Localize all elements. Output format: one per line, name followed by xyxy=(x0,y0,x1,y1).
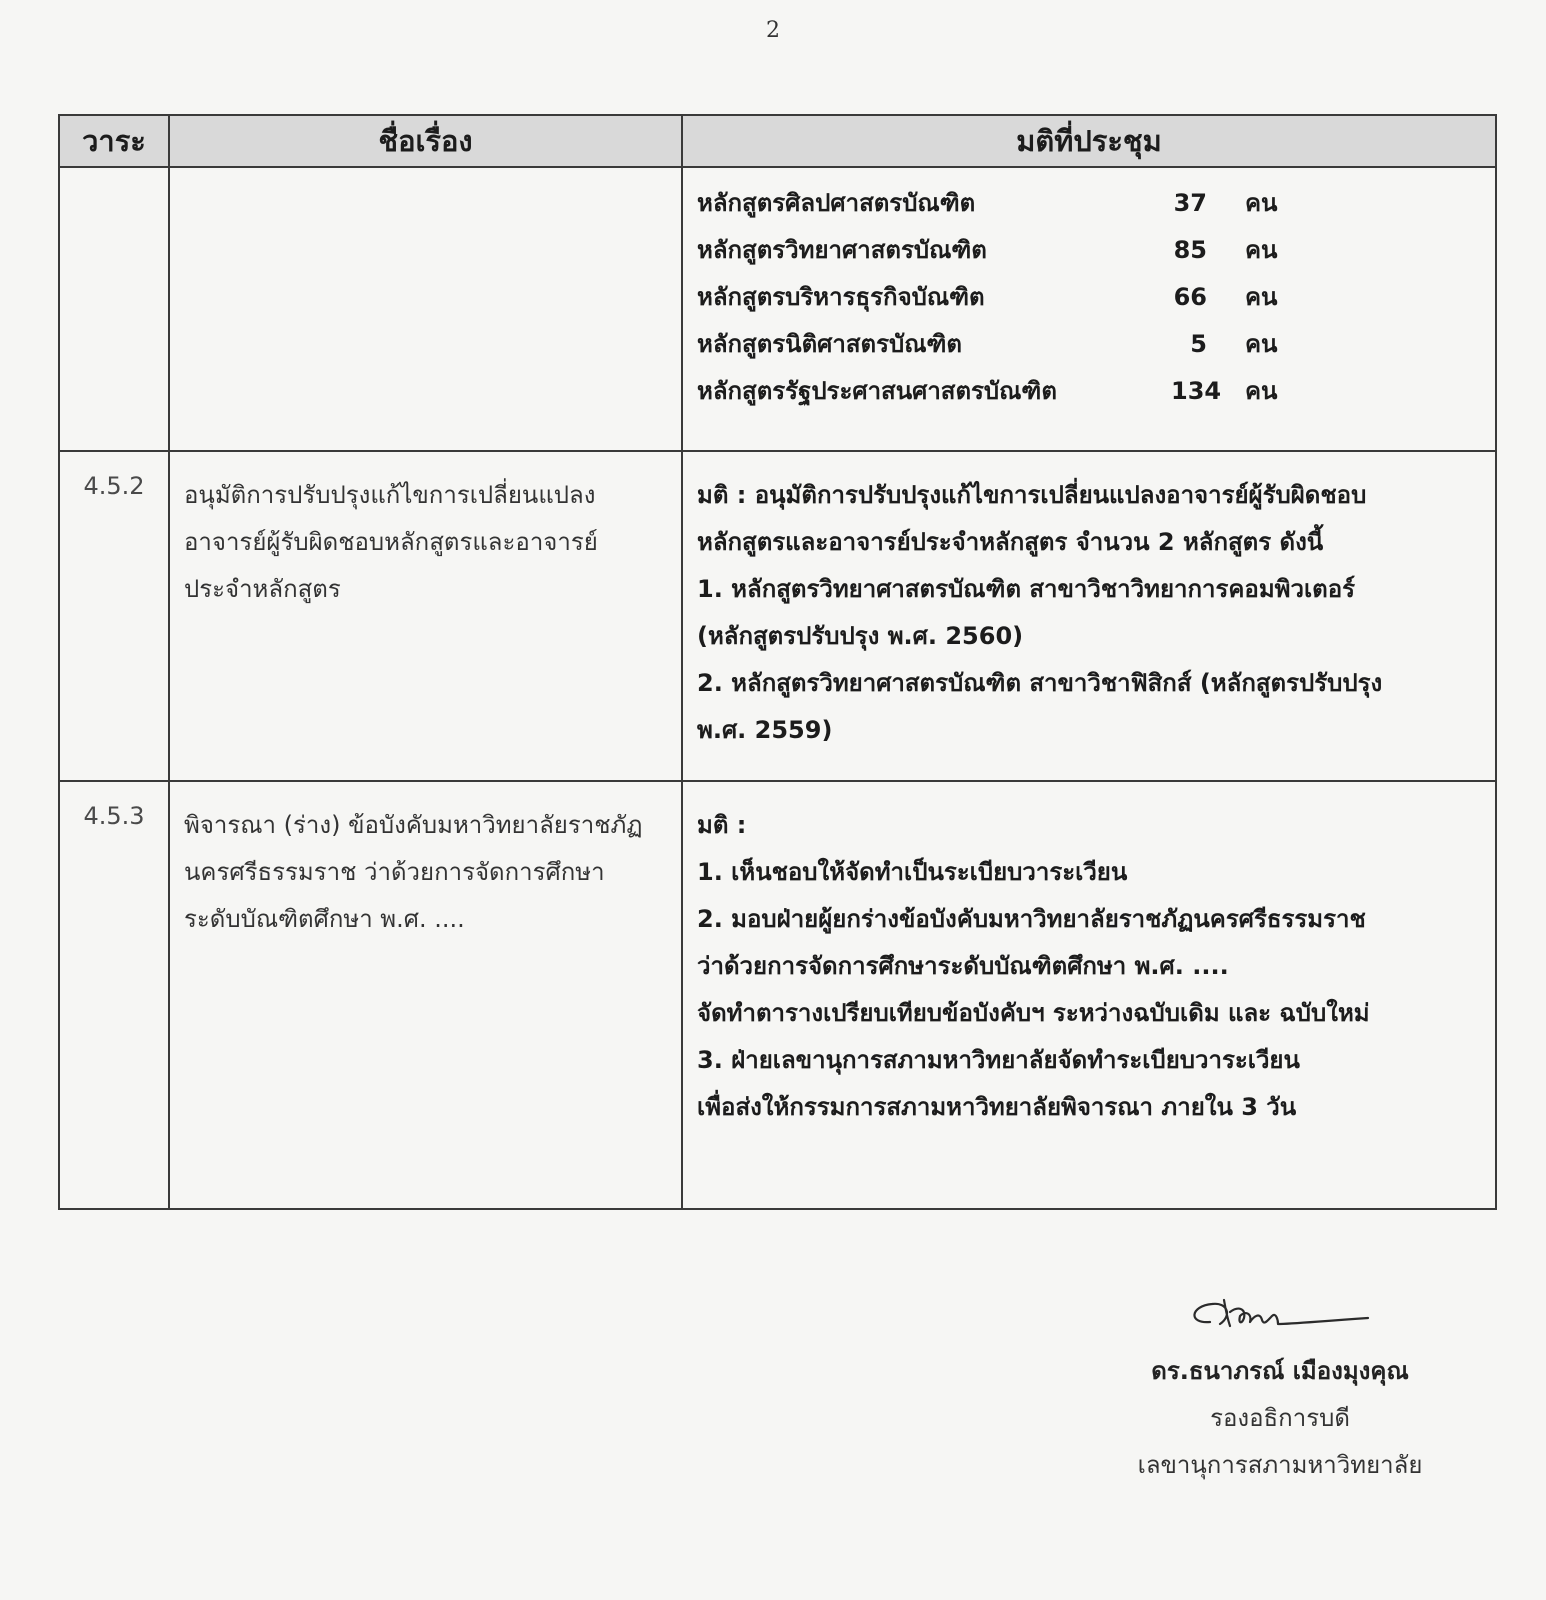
resolution-line: มติ : อนุมัติการปรับปรุงแก้ไขการเปลี่ยนแปลงอาจารย์ผู้รับผิดชอบ xyxy=(697,481,1367,509)
resolution-line: มติ : xyxy=(697,811,747,839)
signatory-position: เลขานุการสภามหาวิทยาลัย xyxy=(1137,1451,1423,1479)
table-header-row xyxy=(59,115,1496,167)
agenda-resolution xyxy=(682,451,1496,781)
agenda-topic xyxy=(169,167,682,451)
table-row xyxy=(59,167,1496,451)
curriculum-unit: คน xyxy=(1245,236,1278,264)
agenda-topic xyxy=(169,451,682,781)
curriculum-row xyxy=(697,274,1481,321)
signature-block xyxy=(1110,1290,1450,1489)
curriculum-name: หลักสูตรบริหารธุรกิจบัณฑิต xyxy=(697,283,985,311)
curriculum-unit: คน xyxy=(1245,377,1278,405)
resolution-line: 1. หลักสูตรวิทยาศาสตรบัณฑิต สาขาวิชาวิทยาการคอมพิวเตอร์ xyxy=(697,575,1356,603)
curriculum-count: 37 xyxy=(1173,189,1207,217)
resolution-line: พ.ศ. 2559) xyxy=(697,716,833,744)
curriculum-name: หลักสูตรศิลปศาสตรบัณฑิต xyxy=(697,189,976,217)
topic-line: นครศรีธรรมราช ว่าด้วยการจัดการศึกษา xyxy=(184,858,605,886)
topic-line: ประจำหลักสูตร xyxy=(184,575,341,603)
handwritten-signature xyxy=(1180,1290,1380,1340)
page-number: 2 xyxy=(766,18,780,43)
curriculum-row xyxy=(697,368,1481,415)
resolution-line: หลักสูตรและอาจารย์ประจำหลักสูตร จำนวน 2 หลักสูตร ดังนี้ xyxy=(697,528,1324,556)
resolution-line: 3. ฝ่ายเลขานุการสภามหาวิทยาลัยจัดทำระเบียบวาระเวียน xyxy=(697,1046,1300,1074)
curriculum-row xyxy=(697,180,1481,227)
curriculum-row xyxy=(697,321,1481,368)
resolution-line: เพื่อส่งให้กรรมการสภามหาวิทยาลัยพิจารณา ภายใน 3 วัน xyxy=(697,1093,1297,1121)
resolution-line: (หลักสูตรปรับปรุง พ.ศ. 2560) xyxy=(697,622,1024,650)
header-topic: ชื่อเรื่อง xyxy=(169,115,682,167)
resolution-line: ว่าด้วยการจัดการศึกษาระดับบัณฑิตศึกษา พ.ศ. .... xyxy=(697,952,1229,980)
signatory-position: รองอธิการบดี xyxy=(1210,1404,1350,1432)
minutes-table xyxy=(58,114,1497,1210)
curriculum-row xyxy=(697,227,1481,274)
agenda-topic xyxy=(169,781,682,1209)
signatory-name: ดร.ธนาภรณ์ เมืองมุงคุณ xyxy=(1151,1357,1409,1385)
resolution-line: จัดทำตารางเปรียบเทียบข้อบังคับฯ ระหว่างฉบับเดิม และ ฉบับใหม่ xyxy=(697,999,1370,1027)
curriculum-name: หลักสูตรรัฐประศาสนศาสตรบัณฑิต xyxy=(697,377,1057,405)
header-agenda: วาระ xyxy=(59,115,169,167)
agenda-resolution xyxy=(682,781,1496,1209)
resolution-line: 2. มอบฝ่ายผู้ยกร่างข้อบังคับมหาวิทยาลัยราชภัฏนครศรีธรรมราช xyxy=(697,905,1366,933)
topic-line: ระดับบัณฑิตศึกษา พ.ศ. .... xyxy=(184,905,465,933)
curriculum-unit: คน xyxy=(1245,189,1278,217)
curriculum-count: 134 xyxy=(1171,377,1222,405)
curriculum-count: 66 xyxy=(1173,283,1207,311)
curriculum-counts xyxy=(682,167,1496,451)
agenda-number: 4.5.3 xyxy=(59,781,169,1209)
topic-line: พิจารณา (ร่าง) ข้อบังคับมหาวิทยาลัยราชภัฏ xyxy=(184,811,643,839)
curriculum-name: หลักสูตรวิทยาศาสตรบัณฑิต xyxy=(697,236,987,264)
resolution-line: 1. เห็นชอบให้จัดทำเป็นระเบียบวาระเวียน xyxy=(697,858,1128,886)
curriculum-unit: คน xyxy=(1245,283,1278,311)
curriculum-name: หลักสูตรนิติศาสตรบัณฑิต xyxy=(697,330,963,358)
topic-line: อนุมัติการปรับปรุงแก้ไขการเปลี่ยนแปลง xyxy=(184,481,596,509)
curriculum-count: 5 xyxy=(1190,330,1207,358)
table-row xyxy=(59,451,1496,781)
table-row xyxy=(59,781,1496,1209)
resolution-line: 2. หลักสูตรวิทยาศาสตรบัณฑิต สาขาวิชาฟิสิกส์ (หลักสูตรปรับปรุง xyxy=(697,669,1383,697)
agenda-number xyxy=(59,167,169,451)
header-resolution: มติที่ประชุม xyxy=(682,115,1496,167)
agenda-number: 4.5.2 xyxy=(59,451,169,781)
curriculum-unit: คน xyxy=(1245,330,1278,358)
topic-line: อาจารย์ผู้รับผิดชอบหลักสูตรและอาจารย์ xyxy=(184,528,598,556)
curriculum-count: 85 xyxy=(1173,236,1207,264)
